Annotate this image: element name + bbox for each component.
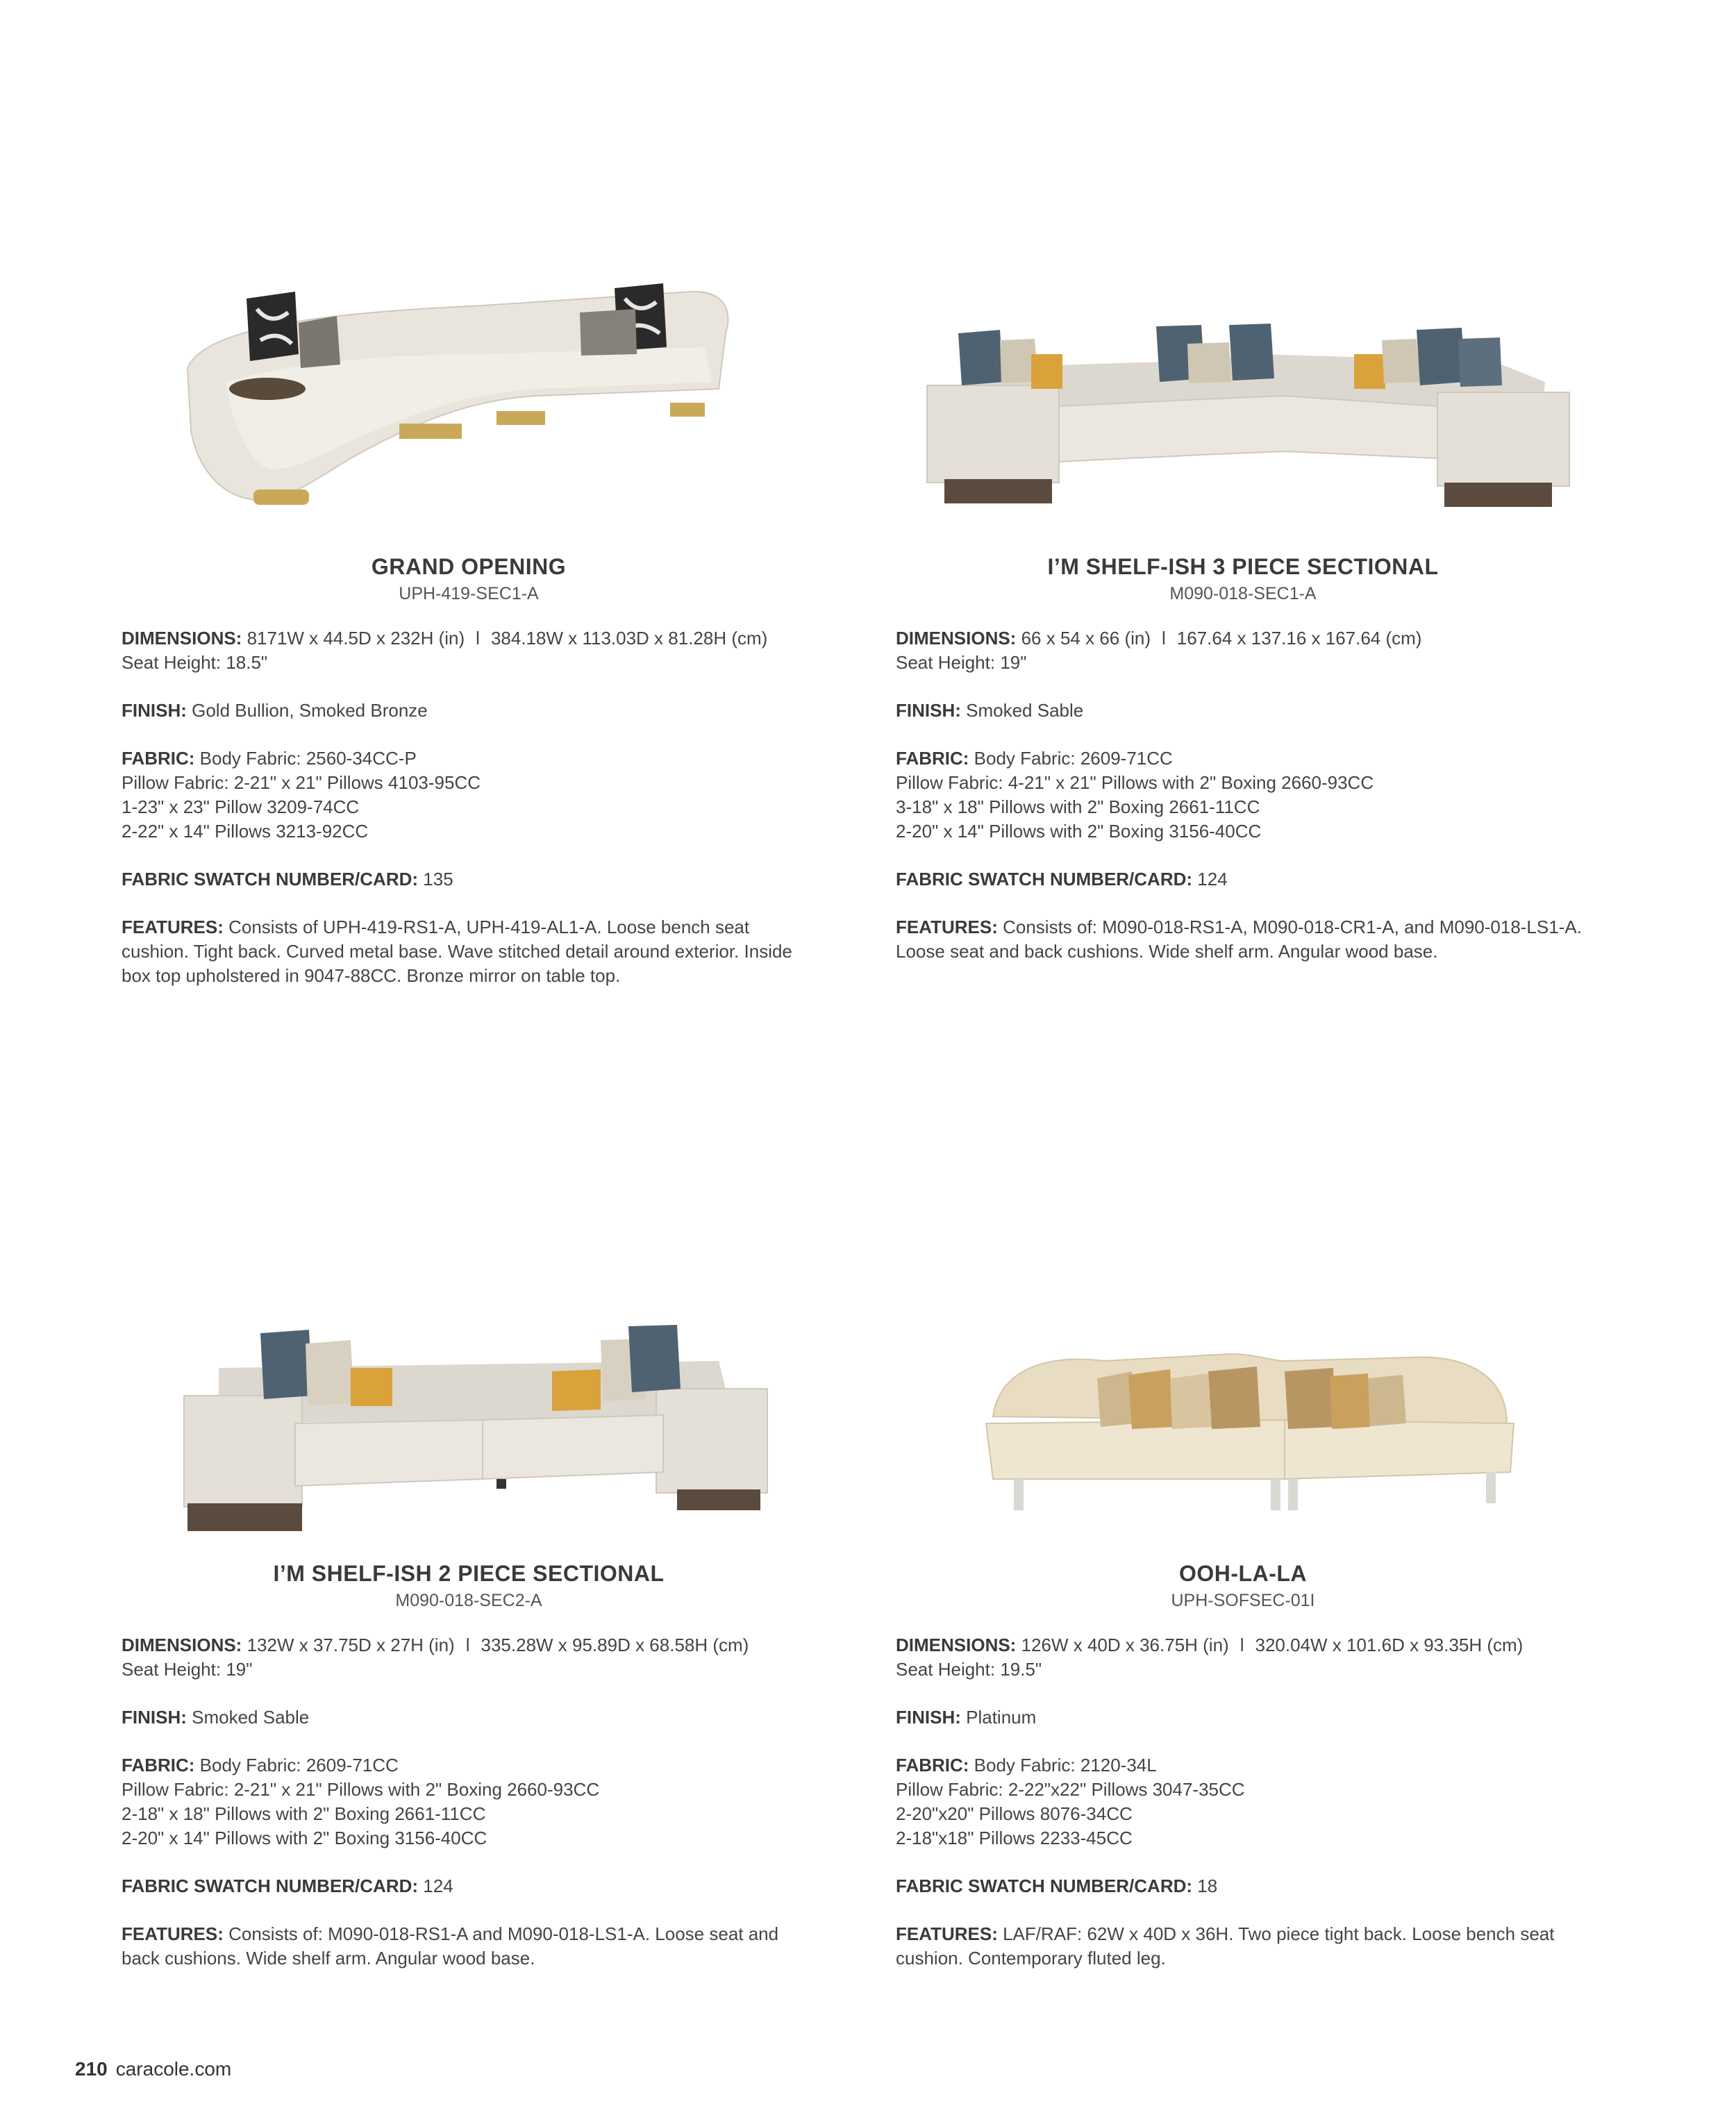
seat-height: Seat Height: 18.5" [122,652,268,673]
fabric-label: FABRIC: [122,748,195,769]
features-label: FEATURES: [122,917,224,937]
seat-height: Seat Height: 19.5" [896,1659,1042,1680]
fabric-line: 3-18" x 18" Pillows with 2" Boxing 2661-11CC [896,796,1260,817]
swatch-value: 124 [423,1875,453,1896]
fabric-block [122,1753,816,1851]
swatch-block [896,867,1590,892]
fabric-line: Body Fabric: 2609-71CC [199,1755,399,1776]
fabric-line: Body Fabric: 2560-34CC-P [199,748,417,769]
product-shelf-ish-3-piece [896,250,1590,987]
dimensions-block [896,1633,1590,1682]
product-ooh-la-la [896,1257,1590,1994]
finish-value: Platinum [966,1707,1037,1728]
fabric-line: Pillow Fabric: 2-21" x 21" Pillows with 2" Boxing 2660-93CC [122,1779,600,1800]
fabric-line: Pillow Fabric: 2-21" x 21" Pillows 4103-95CC [122,772,481,793]
product-photo-shelf-ish-2-piece [122,1257,816,1548]
dimensions-separator: l [476,628,480,649]
swatch-label: FABRIC SWATCH NUMBER/CARD: [896,869,1193,889]
product-title: OOH-LA-LA [1178,1561,1307,1586]
dimensions-in: 66 x 54 x 66 (in) [1021,628,1151,649]
features-block [896,915,1590,964]
swatch-value: 124 [1197,869,1228,889]
fabric-block [896,1753,1590,1851]
features-label: FEATURES: [122,1923,224,1944]
finish-block [122,1705,816,1730]
product-photo-ooh-la-la [896,1257,1590,1548]
fabric-label: FABRIC: [896,748,969,769]
finish-label: FINISH: [122,1707,187,1728]
product-shelf-ish-2-piece [122,1257,816,1994]
fabric-line: 2-20" x 14" Pillows with 2" Boxing 3156-40CC [122,1828,487,1848]
finish-value: Smoked Sable [192,1707,310,1728]
seat-height: Seat Height: 19" [896,652,1027,673]
product-specs [896,626,1590,964]
dimensions-cm: 384.18W x 113.03D x 81.28H (cm) [490,628,768,649]
dimensions-in: 126W x 40D x 36.75H (in) [1021,1635,1229,1655]
features-text: LAF/RAF: 62W x 40D x 36H. Two piece tight back. Loose bench seat cushion. Contemporary fluted leg. [896,1923,1555,1969]
dimensions-label: DIMENSIONS: [122,1635,242,1655]
features-label: FEATURES: [896,1923,998,1944]
product-photo-shelf-ish-3-piece [896,250,1590,542]
finish-block [896,1705,1590,1730]
dimensions-block [122,1633,816,1682]
finish-label: FINISH: [122,700,187,721]
product-title: GRAND OPENING [371,554,567,579]
swatch-label: FABRIC SWATCH NUMBER/CARD: [896,1875,1193,1896]
fabric-label: FABRIC: [896,1755,969,1776]
fabric-line: 2-22" x 14" Pillows 3213-92CC [122,821,369,842]
product-specs [896,1633,1590,1971]
dimensions-separator: l [465,1635,470,1655]
finish-value: Gold Bullion, Smoked Bronze [192,700,428,721]
product-photo-grand-opening [122,250,816,542]
fabric-line: 2-18"x18" Pillows 2233-45CC [896,1828,1133,1848]
swatch-value: 18 [1197,1875,1218,1896]
fabric-line: 2-20"x20" Pillows 8076-34CC [896,1803,1133,1824]
features-block [122,915,816,988]
fabric-line: Pillow Fabric: 2-22"x22" Pillows 3047-35CC [896,1779,1245,1800]
product-sku: UPH-SOFSEC-01I [1171,1591,1315,1610]
features-text: Consists of UPH-419-RS1-A, UPH-419-AL1-A. Loose bench seat cushion. Tight back. Curved metal base. Wave stitched detail around exterior. Inside box top upholstered in 9047-88CC. Bronze mirror on table top. [122,917,792,986]
page-footer [75,2058,231,2080]
product-specs [122,626,816,988]
product-sku: M090-018-SEC1-A [1169,584,1317,603]
swatch-block [896,1874,1590,1898]
fabric-line: 2-20" x 14" Pillows with 2" Boxing 3156-40CC [896,821,1262,842]
dimensions-separator: l [1162,628,1166,649]
swatch-block [122,867,816,892]
dimensions-in: 132W x 37.75D x 27H (in) [247,1635,455,1655]
fabric-line: Pillow Fabric: 4-21" x 21" Pillows with 2" Boxing 2660-93CC [896,772,1374,793]
swatch-block [122,1874,816,1898]
fabric-line: 1-23" x 23" Pillow 3209-74CC [122,796,360,817]
fabric-line: Body Fabric: 2120-34L [974,1755,1157,1776]
product-grand-opening [122,250,816,1012]
product-specs [122,1633,816,1971]
dimensions-cm: 320.04W x 101.6D x 93.35H (cm) [1255,1635,1524,1655]
page-number: 210 [75,2058,108,2080]
swatch-label: FABRIC SWATCH NUMBER/CARD: [122,1875,419,1896]
dimensions-label: DIMENSIONS: [122,628,242,649]
features-text: Consists of: M090-018-RS1-A, M090-018-CR1-A, and M090-018-LS1-A. Loose seat and back cushions. Wide shelf arm. Angular wood base. [896,917,1582,962]
dimensions-in: 8171W x 44.5D x 232H (in) [247,628,465,649]
features-text: Consists of: M090-018-RS1-A and M090-018-LS1-A. Loose seat and back cushions. Wide shelf arm. Angular wood base. [122,1923,779,1969]
features-block [896,1922,1590,1971]
dimensions-label: DIMENSIONS: [896,628,1017,649]
dimensions-cm: 335.28W x 95.89D x 68.58H (cm) [481,1635,749,1655]
features-block [122,1922,816,1971]
site-link[interactable]: caracole.com [115,2058,232,2080]
features-label: FEATURES: [896,917,998,937]
finish-label: FINISH: [896,700,961,721]
finish-block [896,699,1590,723]
finish-block [122,699,816,723]
fabric-label: FABRIC: [122,1755,195,1776]
dimensions-block [896,626,1590,675]
product-sku: M090-018-SEC2-A [395,1591,542,1610]
finish-label: FINISH: [896,1707,961,1728]
fabric-line: 2-18" x 18" Pillows with 2" Boxing 2661-11CC [122,1803,486,1824]
dimensions-label: DIMENSIONS: [896,1635,1017,1655]
fabric-line: Body Fabric: 2609-71CC [974,748,1173,769]
finish-value: Smoked Sable [966,700,1084,721]
product-sku: UPH-419-SEC1-A [399,584,539,603]
swatch-value: 135 [423,869,453,889]
dimensions-block [122,626,816,675]
dimensions-cm: 167.64 x 137.16 x 167.64 (cm) [1176,628,1422,649]
fabric-block [122,746,816,844]
seat-height: Seat Height: 19" [122,1659,253,1680]
swatch-label: FABRIC SWATCH NUMBER/CARD: [122,869,419,889]
dimensions-separator: l [1240,1635,1244,1655]
product-title: I’M SHELF-ISH 2 PIECE SECTIONAL [273,1561,665,1586]
product-title: I’M SHELF-ISH 3 PIECE SECTIONAL [1047,554,1439,579]
fabric-block [896,746,1590,844]
